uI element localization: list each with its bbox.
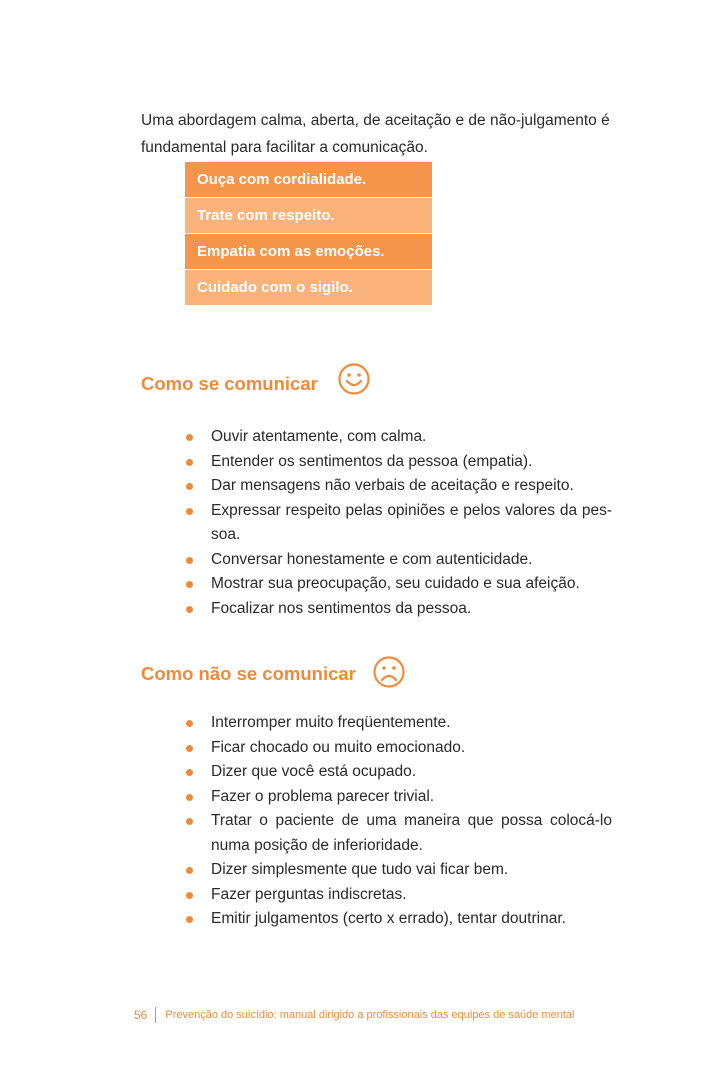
list-item: Focalizar nos sentimentos da pessoa. <box>185 597 612 622</box>
principle-row: Ouça com cordialidade. <box>185 162 432 198</box>
principle-row: Trate com respeito. <box>185 198 432 234</box>
footer-divider <box>155 1007 156 1023</box>
list-item: Ouvir atentamente, com calma. <box>185 425 612 450</box>
not-communicate-list <box>185 711 612 932</box>
smiley-face-icon <box>337 362 371 396</box>
list-item: Entender os sentimentos da pessoa (empatia). <box>185 450 612 475</box>
section-title-communicate: Como se comunicar <box>141 373 318 394</box>
list-item: Dizer simplesmente que tudo vai ficar bem. <box>185 858 612 883</box>
principles-box <box>185 162 432 306</box>
list-item: Fazer o problema parecer trivial. <box>185 785 612 810</box>
list-item: Expressar respeito pelas opiniões e pelos valores da pes-soa. <box>185 499 612 548</box>
principle-row: Cuidado com o sigilo. <box>185 270 432 306</box>
list-item: Ficar chocado ou muito emocionado. <box>185 736 612 761</box>
section-title-not-communicate: Como não se comunicar <box>141 663 356 684</box>
page-footer <box>134 1007 574 1023</box>
list-item: Interromper muito freqüentemente. <box>185 711 612 736</box>
list-item: Conversar honestamente e com autenticidade. <box>185 548 612 573</box>
intro-paragraph: Uma abordagem calma, aberta, de aceitação e de não-julgamento é fundamental para facilitar a comunicação. <box>141 111 610 156</box>
footer-title: Prevenção do suicídio: manual dirigido a profissionais das equipes de saúde mental <box>165 1009 575 1021</box>
list-item: Mostrar sua preocupação, seu cuidado e sua afeição. <box>185 572 612 597</box>
communicate-list <box>185 425 612 621</box>
principle-row: Empatia com as emoções. <box>185 234 432 270</box>
list-item: Tratar o paciente de uma maneira que possa colocá-lo numa posição de inferioridade. <box>185 809 612 858</box>
list-item: Emitir julgamentos (certo x errado), tentar doutrinar. <box>185 907 612 932</box>
page-number: 56 <box>134 1008 148 1022</box>
list-item: Fazer perguntas indiscretas. <box>185 883 612 908</box>
list-item: Dar mensagens não verbais de aceitação e respeito. <box>185 474 612 499</box>
sad-face-icon <box>372 655 406 689</box>
list-item: Dizer que você está ocupado. <box>185 760 612 785</box>
